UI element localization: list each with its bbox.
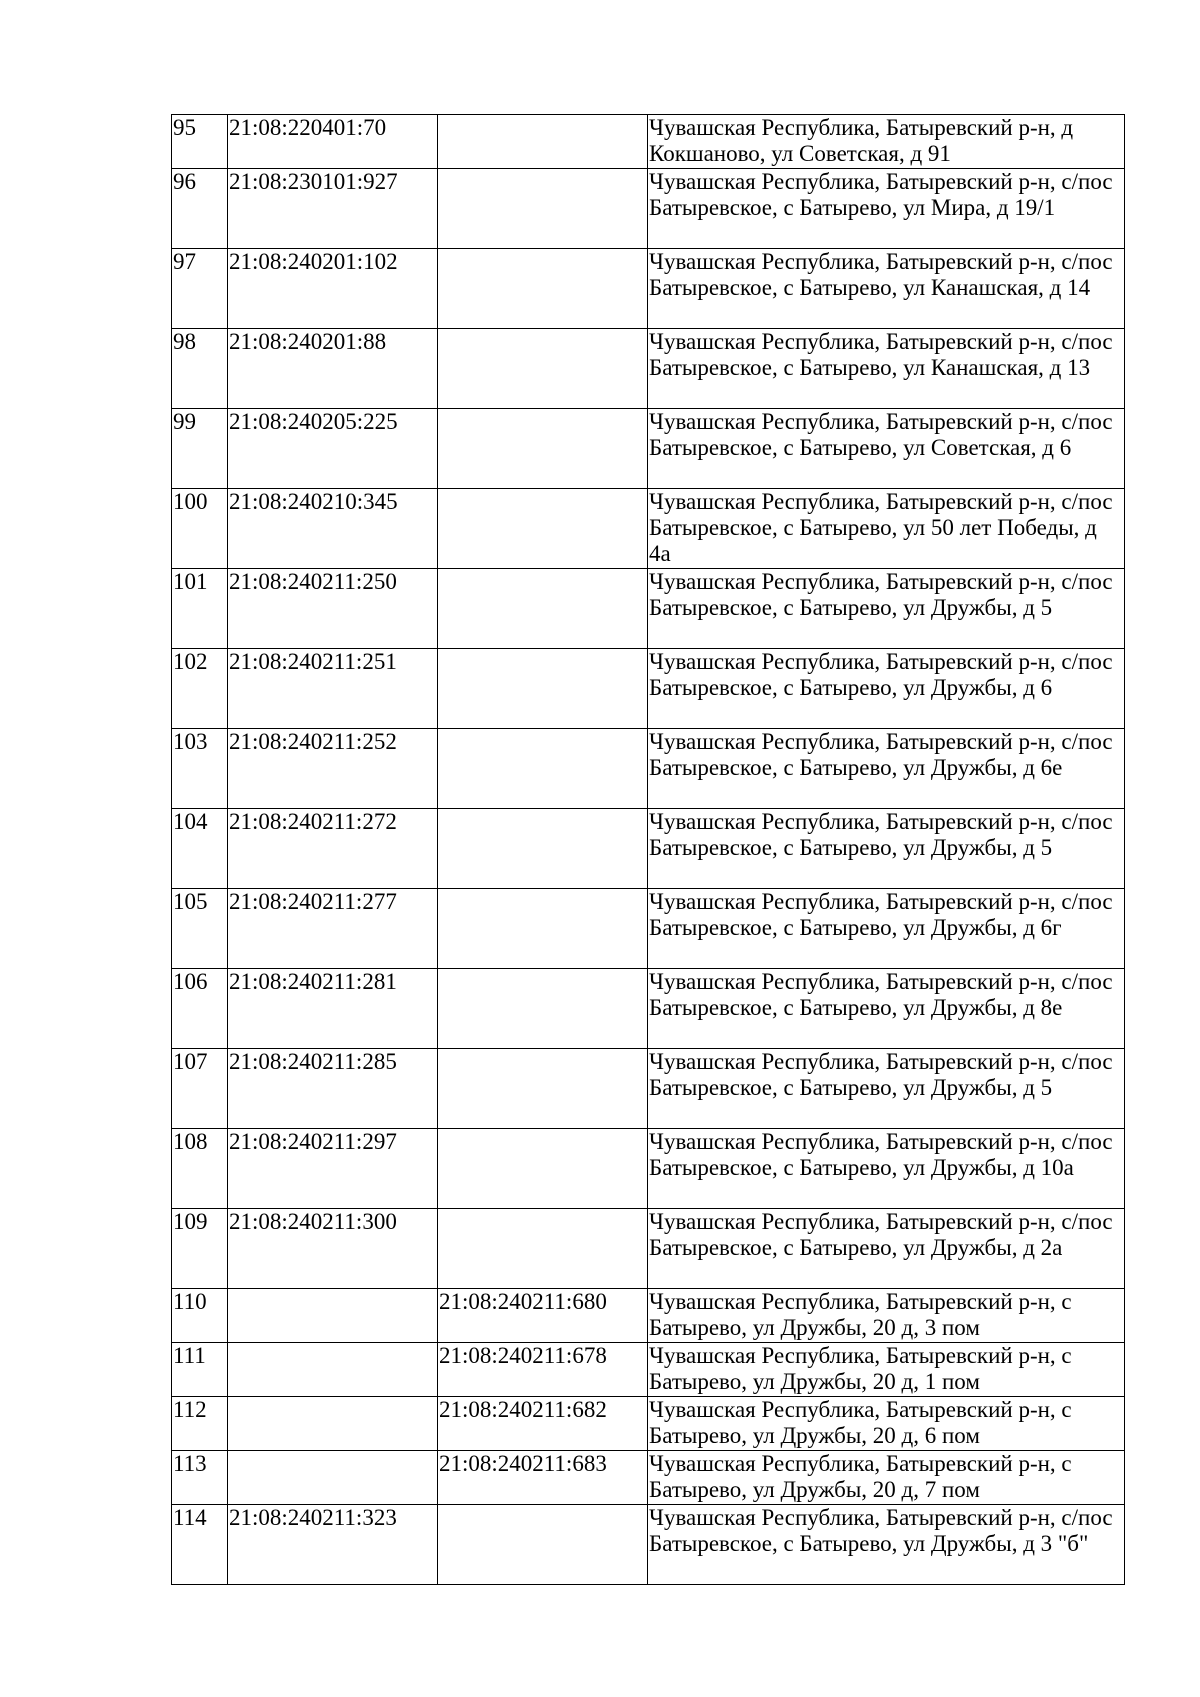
row-number-cell: 96 (172, 169, 228, 249)
cadastral-object-cell (438, 1049, 648, 1129)
cadastral-parcel-cell: 21:08:240205:225 (228, 409, 438, 489)
table-row (172, 169, 1125, 249)
address-cell: Чувашская Республика, Батыревский р-н, с Батырево, ул Дружбы, 20 д, 6 пом (648, 1397, 1125, 1451)
address-cell: Чувашская Республика, Батыревский р-н, с/пос Батыревское, с Батырево, ул Дружбы, д 2а (648, 1209, 1125, 1289)
cadastral-object-cell (438, 409, 648, 489)
address-cell: Чувашская Республика, Батыревский р-н, с/пос Батыревское, с Батырево, ул 50 лет Победы, д 4а (648, 489, 1125, 569)
address-cell: Чувашская Республика, Батыревский р-н, д Кокшаново, ул Советская, д 91 (648, 115, 1125, 169)
cadastral-parcel-cell: 21:08:240211:250 (228, 569, 438, 649)
table-row (172, 1397, 1125, 1451)
row-number-cell: 103 (172, 729, 228, 809)
address-cell: Чувашская Республика, Батыревский р-н, с/пос Батыревское, с Батырево, ул Дружбы, д 6 (648, 649, 1125, 729)
cadastral-parcel-cell: 21:08:240211:272 (228, 809, 438, 889)
table-row (172, 649, 1125, 729)
cadastral-object-cell (438, 729, 648, 809)
table-row (172, 889, 1125, 969)
cadastral-object-cell (438, 809, 648, 889)
row-number-cell: 112 (172, 1397, 228, 1451)
cadastral-parcel-cell: 21:08:240211:281 (228, 969, 438, 1049)
cadastral-object-cell (438, 1209, 648, 1289)
row-number-cell: 102 (172, 649, 228, 729)
cadastral-parcel-cell (228, 1397, 438, 1451)
row-number-cell: 106 (172, 969, 228, 1049)
table-row (172, 809, 1125, 889)
address-cell: Чувашская Республика, Батыревский р-н, с/пос Батыревское, с Батырево, ул Советская, д 6 (648, 409, 1125, 489)
address-cell: Чувашская Республика, Батыревский р-н, с/пос Батыревское, с Батырево, ул Дружбы, д 6е (648, 729, 1125, 809)
cadastral-parcel-cell: 21:08:240211:252 (228, 729, 438, 809)
address-cell: Чувашская Республика, Батыревский р-н, с/пос Батыревское, с Батырево, ул Канашская, д 14 (648, 249, 1125, 329)
table-row (172, 729, 1125, 809)
row-number-cell: 111 (172, 1343, 228, 1397)
table-row (172, 489, 1125, 569)
cadastral-object-cell (438, 969, 648, 1049)
cadastral-parcel-cell (228, 1343, 438, 1397)
cadastral-parcel-cell: 21:08:240211:323 (228, 1505, 438, 1585)
row-number-cell: 105 (172, 889, 228, 969)
cadastral-parcel-cell: 21:08:240211:277 (228, 889, 438, 969)
row-number-cell: 108 (172, 1129, 228, 1209)
address-cell: Чувашская Республика, Батыревский р-н, с/пос Батыревское, с Батырево, ул Канашская, д 13 (648, 329, 1125, 409)
table-row (172, 569, 1125, 649)
table-row (172, 329, 1125, 409)
row-number-cell: 107 (172, 1049, 228, 1129)
cadastral-object-cell (438, 115, 648, 169)
cadastral-parcel-cell (228, 1289, 438, 1343)
row-number-cell: 98 (172, 329, 228, 409)
row-number-cell: 99 (172, 409, 228, 489)
cadastral-parcel-cell: 21:08:240201:88 (228, 329, 438, 409)
row-number-cell: 95 (172, 115, 228, 169)
address-cell: Чувашская Республика, Батыревский р-н, с/пос Батыревское, с Батырево, ул Дружбы, д 5 (648, 809, 1125, 889)
cadastral-object-cell (438, 169, 648, 249)
cadastral-parcel-cell: 21:08:240211:251 (228, 649, 438, 729)
row-number-cell: 97 (172, 249, 228, 329)
cadastral-parcel-cell: 21:08:240211:297 (228, 1129, 438, 1209)
cadastral-parcel-cell (228, 1451, 438, 1505)
row-number-cell: 110 (172, 1289, 228, 1343)
cadastral-object-cell (438, 489, 648, 569)
table-row (172, 249, 1125, 329)
table-row (172, 1505, 1125, 1585)
row-number-cell: 101 (172, 569, 228, 649)
table-row (172, 1049, 1125, 1129)
table-row (172, 1129, 1125, 1209)
address-cell: Чувашская Республика, Батыревский р-н, с/пос Батыревское, с Батырево, ул Дружбы, д 5 (648, 569, 1125, 649)
cadastral-parcel-cell: 21:08:240210:345 (228, 489, 438, 569)
cadastral-parcel-cell: 21:08:240211:300 (228, 1209, 438, 1289)
cadastral-object-cell (438, 329, 648, 409)
cadastral-object-cell (438, 1129, 648, 1209)
cadastral-object-cell (438, 1505, 648, 1585)
address-cell: Чувашская Республика, Батыревский р-н, с/пос Батыревское, с Батырево, ул Дружбы, д 10а (648, 1129, 1125, 1209)
cadastral-object-cell (438, 649, 648, 729)
cadastral-object-cell: 21:08:240211:680 (438, 1289, 648, 1343)
cadastral-object-cell: 21:08:240211:682 (438, 1397, 648, 1451)
table-row (172, 115, 1125, 169)
cadastral-object-cell: 21:08:240211:678 (438, 1343, 648, 1397)
address-cell: Чувашская Республика, Батыревский р-н, с Батырево, ул Дружбы, 20 д, 7 пом (648, 1451, 1125, 1505)
address-cell: Чувашская Республика, Батыревский р-н, с Батырево, ул Дружбы, 20 д, 1 пом (648, 1343, 1125, 1397)
row-number-cell: 109 (172, 1209, 228, 1289)
row-number-cell: 100 (172, 489, 228, 569)
table-row (172, 1451, 1125, 1505)
table-row (172, 1343, 1125, 1397)
cadastral-object-cell (438, 569, 648, 649)
table-row (172, 1209, 1125, 1289)
property-table (171, 114, 1125, 1585)
table-row (172, 1289, 1125, 1343)
cadastral-parcel-cell: 21:08:230101:927 (228, 169, 438, 249)
address-cell: Чувашская Республика, Батыревский р-н, с/пос Батыревское, с Батырево, ул Дружбы, д 8е (648, 969, 1125, 1049)
address-cell: Чувашская Республика, Батыревский р-н, с/пос Батыревское, с Батырево, ул Мира, д 19/1 (648, 169, 1125, 249)
row-number-cell: 114 (172, 1505, 228, 1585)
address-cell: Чувашская Республика, Батыревский р-н, с/пос Батыревское, с Батырево, ул Дружбы, д 5 (648, 1049, 1125, 1129)
address-cell: Чувашская Республика, Батыревский р-н, с Батырево, ул Дружбы, 20 д, 3 пом (648, 1289, 1125, 1343)
cadastral-parcel-cell: 21:08:240201:102 (228, 249, 438, 329)
cadastral-parcel-cell: 21:08:220401:70 (228, 115, 438, 169)
address-cell: Чувашская Республика, Батыревский р-н, с/пос Батыревское, с Батырево, ул Дружбы, д 6г (648, 889, 1125, 969)
table-row (172, 969, 1125, 1049)
address-cell: Чувашская Республика, Батыревский р-н, с/пос Батыревское, с Батырево, ул Дружбы, д 3 "б" (648, 1505, 1125, 1585)
row-number-cell: 113 (172, 1451, 228, 1505)
cadastral-object-cell (438, 889, 648, 969)
cadastral-parcel-cell: 21:08:240211:285 (228, 1049, 438, 1129)
row-number-cell: 104 (172, 809, 228, 889)
cadastral-object-cell: 21:08:240211:683 (438, 1451, 648, 1505)
table-row (172, 409, 1125, 489)
cadastral-object-cell (438, 249, 648, 329)
